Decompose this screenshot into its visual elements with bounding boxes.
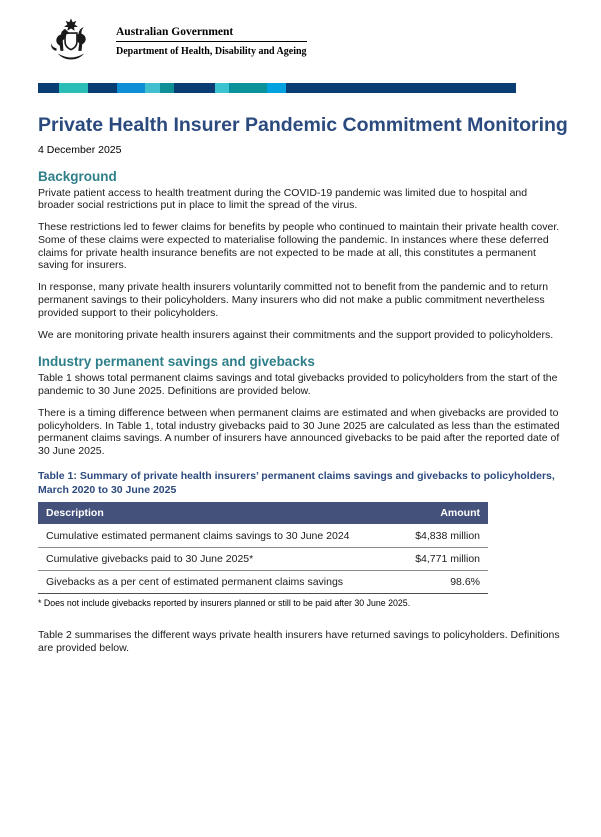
table-header-row — [38, 502, 488, 524]
paragraph: There is a timing difference between when permanent claims are estimated and when givebacks are provided to policyholders. In Table 1, total industry givebacks paid to 30 June 2025 are calculated as less than the estimated permanent claims savings. A number of insurers have announced givebacks to be paid after the reported date of 30 June 2025. — [38, 406, 560, 457]
paragraph: We are monitoring private health insurers against their commitments and the support provided to policyholders. — [38, 328, 554, 341]
publication-date: 4 December 2025 — [38, 143, 122, 156]
paragraph: Private patient access to health treatment during the COVID-19 pandemic was limited due to hospital and broader social restrictions put in place to limit the spread of the virus. — [38, 186, 528, 212]
page-title: Private Health Insurer Pandemic Commitment Monitoring — [38, 114, 568, 136]
closing-paragraph: Table 2 summarises the different ways private health insurers have returned savings to policyholders. Definitions are provided below. — [38, 629, 560, 654]
summary-table — [38, 502, 488, 594]
table-row — [38, 548, 488, 571]
gov-department-name: Department of Health, Disability and Ageing — [116, 45, 307, 57]
paragraph: Table 1 shows total permanent claims savings and total givebacks provided to policyholders from the start of the pandemic to 30 June 2025. Definitions are provided below. — [38, 372, 558, 397]
row-description: Cumulative estimated permanent claims savings to 30 June 2024 — [38, 524, 376, 548]
commonwealth-star-icon — [64, 19, 78, 31]
australian-coat-of-arms-icon — [38, 12, 104, 70]
column-header-description: Description — [38, 502, 376, 524]
column-header-amount: Amount — [376, 502, 488, 524]
gov-text-block — [116, 26, 307, 57]
table-footnote: * Does not include givebacks reported by insurers planned or still to be paid after 30 June 2025. — [38, 598, 411, 609]
section-heading-background: Background — [38, 168, 117, 184]
paragraph: In response, many private health insurers voluntarily committed not to benefit from the pandemic and to return permanent savings to their policyholders. Many insurers who did not make a public commitment nevertheless provided support to their policyholders. — [38, 281, 549, 319]
row-amount: $4,838 million — [376, 524, 488, 548]
row-description: Givebacks as a per cent of estimated permanent claims savings — [38, 571, 376, 594]
row-amount: 98.6% — [376, 571, 488, 594]
table-caption: Table 1: Summary of private health insurers’ permanent claims savings and givebacks to policyholders, March 2020 to 30 June 2025 — [38, 470, 555, 496]
gov-name: Australian Government — [116, 26, 307, 42]
brand-color-band — [38, 83, 516, 93]
row-description: Cumulative givebacks paid to 30 June 2025* — [38, 548, 376, 571]
gov-header — [38, 12, 565, 70]
table-row — [38, 571, 488, 594]
row-amount: $4,771 million — [376, 548, 488, 571]
section-heading-industry-savings: Industry permanent savings and givebacks — [38, 354, 315, 370]
paragraph: These restrictions led to fewer claims for benefits by people who continued to maintain their private health cover. Some of these claims were expected to materialise following the pandemic. In instances where these deferred claims for private health insurance benefits are not expected to be made at all, this constitutes a permanent saving for insurers. — [38, 221, 560, 272]
table-row — [38, 524, 488, 548]
